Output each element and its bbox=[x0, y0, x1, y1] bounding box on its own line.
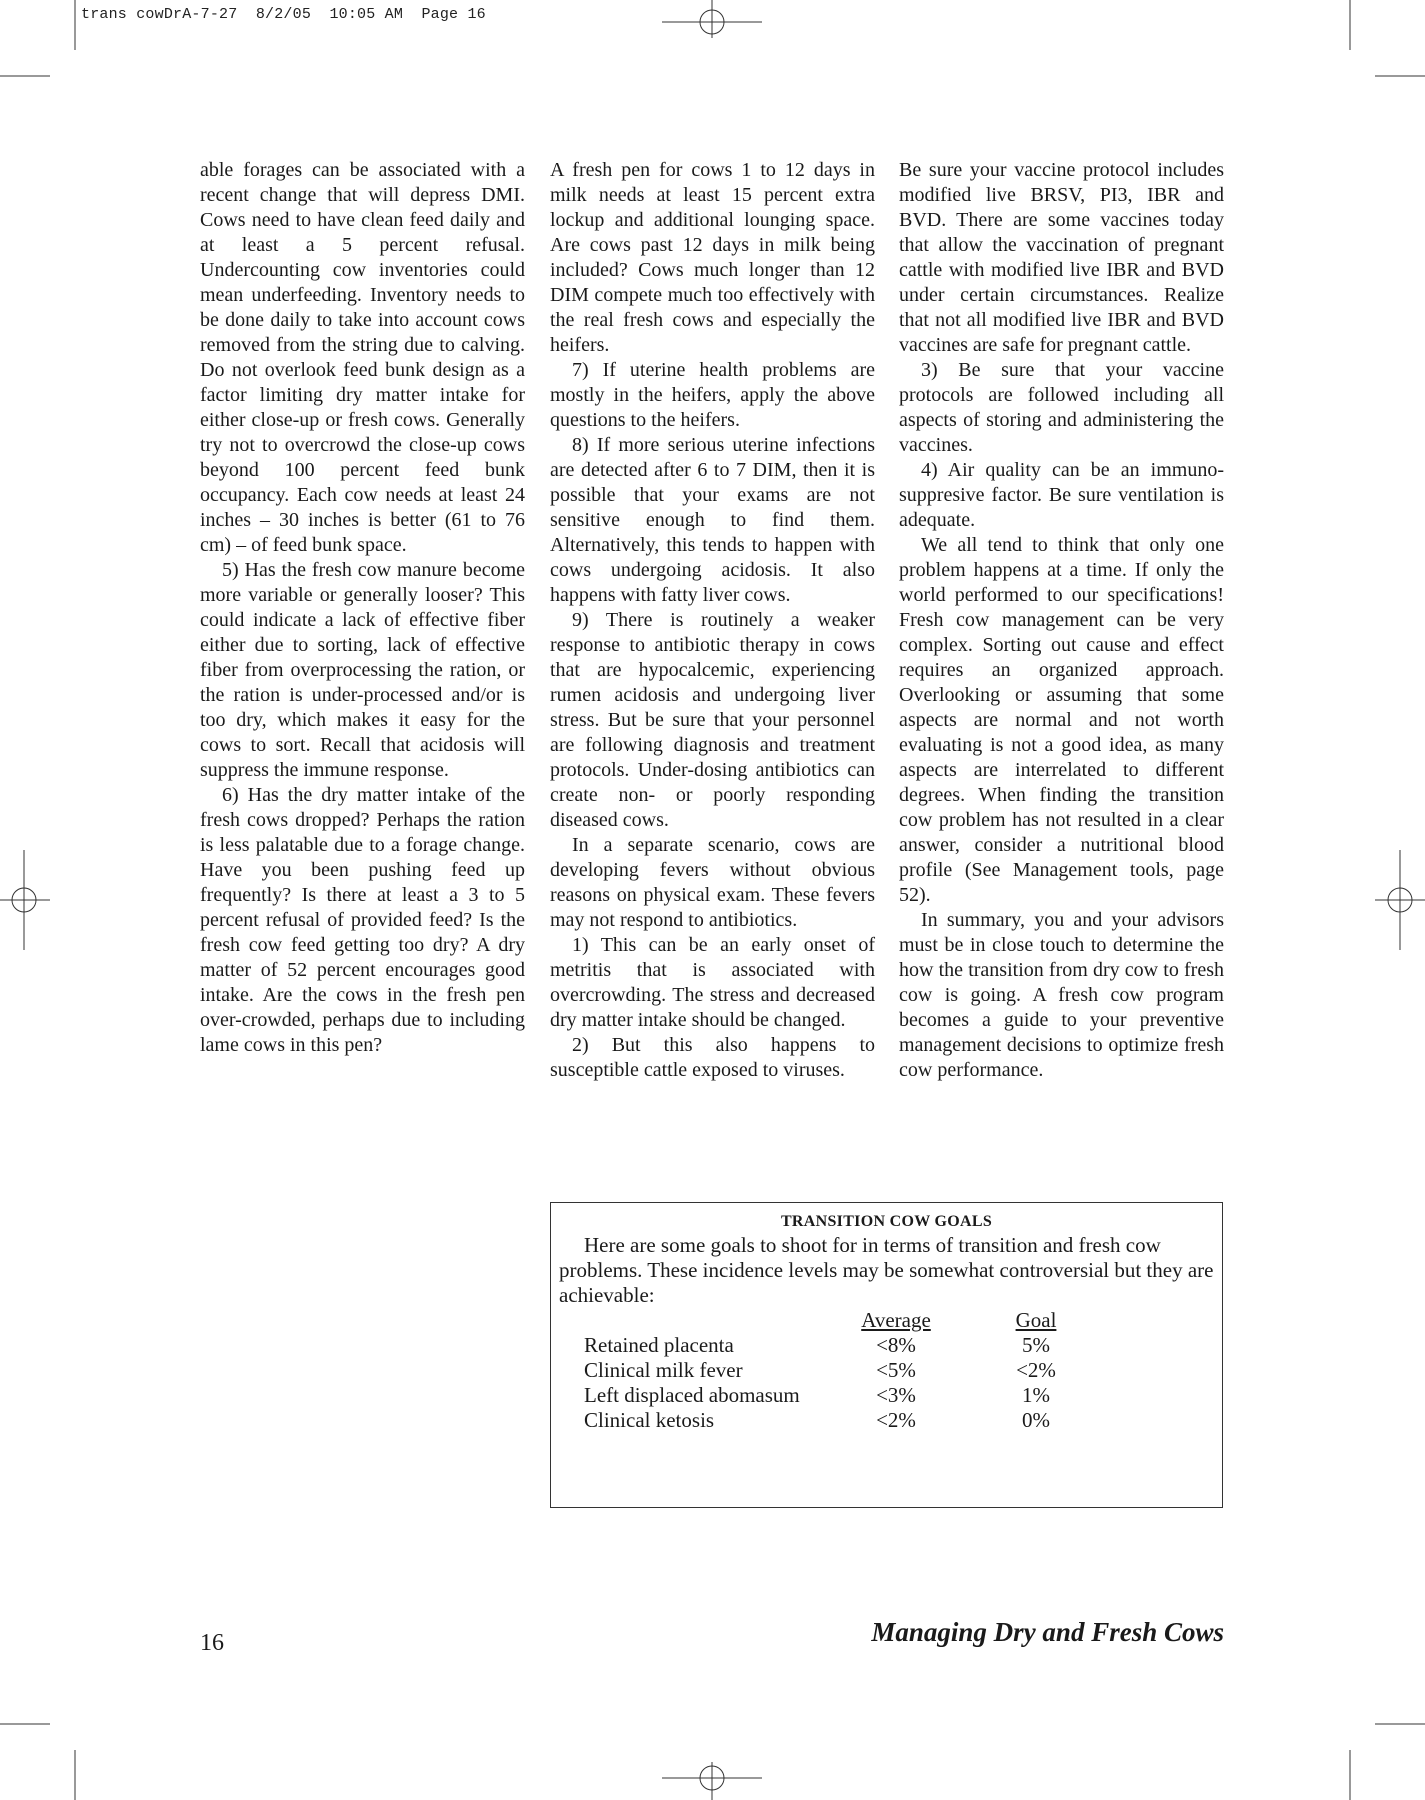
text-column-1 bbox=[200, 158, 525, 1058]
row-average: <2% bbox=[876, 1408, 916, 1432]
paragraph: 7) If uterine health problems are mostly in the heifers, apply the above questions to the heifers. bbox=[550, 359, 875, 431]
column-header-goal: Goal bbox=[1015, 1308, 1057, 1332]
paragraph: 6) Has the dry matter intake of the fresh cows dropped? Perhaps the ration is less palatable due to a forage change. Have you been pushing feed up frequently? Is there at least a 3 to 5 percent refusal of provided feed? Is the fresh cow feed getting too dry? A dry matter of 52 percent encourages good intake. Are the cows in the fresh pen over-crowded, perhaps due to including lame cows in this pen? bbox=[200, 784, 525, 1056]
paragraph: In a separate scenario, cows are developing fevers without obvious reasons on physical exam. These fevers may not respond to antibiotics. bbox=[550, 834, 875, 931]
goals-table bbox=[584, 1308, 1086, 1433]
paragraph: 3) Be sure that your vaccine protocols are followed including all aspects of storing and administering the vaccines. bbox=[899, 359, 1224, 456]
paragraph: able forages can be associated with a recent change that will depress DMI. Cows need to have clean feed daily and at least a 5 percent refusal. Undercounting cow inventories could mean underfeeding. Inventory needs to be done daily to take into account cows removed from the string due to calving. Do not overlook feed bunk design as a factor limiting dry matter intake for either close-up or fresh cows. Generally try not to overcrowd the close-up cows beyond 100 percent feed bunk occupancy. Each cow needs at least 24 inches – 30 inches is better (61 to 76 cm) – of feed bunk space. bbox=[200, 159, 525, 556]
row-average: <3% bbox=[876, 1383, 916, 1407]
row-goal: 0% bbox=[1022, 1408, 1050, 1432]
registration-mark-bottom bbox=[662, 1762, 762, 1800]
paragraph: 8) If more serious uterine infections are detected after 6 to 7 DIM, then it is possible that your exams are not sensitive enough to find them. Alternatively, this tends to happen with cows undergoing acidosis. It also happens with fatty liver cows. bbox=[550, 434, 875, 606]
row-goal: 1% bbox=[1022, 1383, 1050, 1407]
goals-title: TRANSITION COW GOALS bbox=[780, 1213, 993, 1230]
paragraph: 5) Has the fresh cow manure become more variable or generally looser? This could indicate a lack of effective fiber either due to sorting, lack of effective fiber from overprocessing the ration, or the ration is under-processed and/or is too dry, which makes it easy for the cows to sort. Recall that acidosis will suppress the immune response. bbox=[200, 559, 525, 781]
row-label: Clinical ketosis bbox=[584, 1408, 715, 1432]
registration-mark-top bbox=[662, 0, 762, 38]
table-row bbox=[584, 1333, 1086, 1358]
table-row bbox=[584, 1383, 1086, 1408]
table-row bbox=[584, 1358, 1086, 1383]
column-header-average: Average bbox=[861, 1308, 931, 1332]
registration-mark-right bbox=[1375, 850, 1425, 950]
transition-cow-goals-box bbox=[550, 1202, 1223, 1508]
paragraph: We all tend to think that only one problem happens at a time. If only the world performed to our specifications! Fresh cow management can be very complex. Sorting out cause and effect requires an organized approach. Overlooking or assuming that some aspects are normal and not worth evaluating is not a good idea, as many aspects are interrelated to different degrees. When finding the transition cow problem has not resulted in a clear answer, consider a nutritional blood profile (See Management tools, page 52). bbox=[899, 534, 1224, 906]
row-label: Left displaced abomasum bbox=[584, 1383, 800, 1407]
page-number: 16 bbox=[200, 1630, 224, 1656]
paragraph: 1) This can be an early onset of metritis that is associated with overcrowding. The stress and decreased dry matter intake should be changed. bbox=[550, 934, 875, 1031]
registration-mark-left bbox=[0, 850, 50, 950]
print-slug: trans cowDrA-7-27 8/2/05 10:05 AM Page 16 bbox=[81, 6, 486, 23]
paragraph: 9) There is routinely a weaker response to antibiotic therapy in cows that are hypocalcemic, experiencing rumen acidosis and undergoing liver stress. But be sure that your personnel are following diagnosis and treatment protocols. Under-dosing antibiotics can create non- or poorly responding diseased cows. bbox=[550, 609, 875, 831]
row-label: Retained placenta bbox=[584, 1333, 734, 1357]
row-goal: <2% bbox=[1016, 1358, 1056, 1382]
paragraph: Be sure your vaccine protocol includes modified live BRSV, PI3, IBR and BVD. There are some vaccines today that allow the vaccination of pregnant cattle with modified live IBR and BVD under certain circumstances. Realize that not all modified live IBR and BVD vaccines are safe for pregnant cattle. bbox=[899, 159, 1224, 356]
paragraph: 4) Air quality can be an immuno-suppresive factor. Be sure ventilation is adequate. bbox=[899, 459, 1224, 531]
running-footer-title: Managing Dry and Fresh Cows bbox=[871, 1617, 1224, 1647]
table-row bbox=[584, 1408, 1086, 1433]
text-column-2 bbox=[550, 158, 875, 1083]
goals-table-header bbox=[584, 1308, 1086, 1333]
row-label: Clinical milk fever bbox=[584, 1358, 743, 1382]
paragraph: In summary, you and your advisors must be in close touch to determine the how the transition from dry cow to fresh cow is going. A fresh cow program becomes a guide to your preventive management decisions to optimize fresh cow performance. bbox=[899, 909, 1224, 1081]
row-goal: 5% bbox=[1022, 1333, 1050, 1357]
paragraph: 2) But this also happens to susceptible cattle exposed to viruses. bbox=[550, 1034, 875, 1081]
row-average: <5% bbox=[876, 1358, 916, 1382]
text-column-3 bbox=[899, 158, 1224, 1083]
paragraph: A fresh pen for cows 1 to 12 days in milk needs at least 15 percent extra lockup and additional lounging space. Are cows past 12 days in milk being included? Cows much longer than 12 DIM compete much too effectively with the real fresh cows and especially the heifers. bbox=[550, 159, 875, 356]
row-average: <8% bbox=[876, 1333, 916, 1357]
goals-intro: Here are some goals to shoot for in terms of transition and fresh cow problems. These incidence levels may be somewhat controversial but they are achievable: bbox=[559, 1233, 1214, 1307]
